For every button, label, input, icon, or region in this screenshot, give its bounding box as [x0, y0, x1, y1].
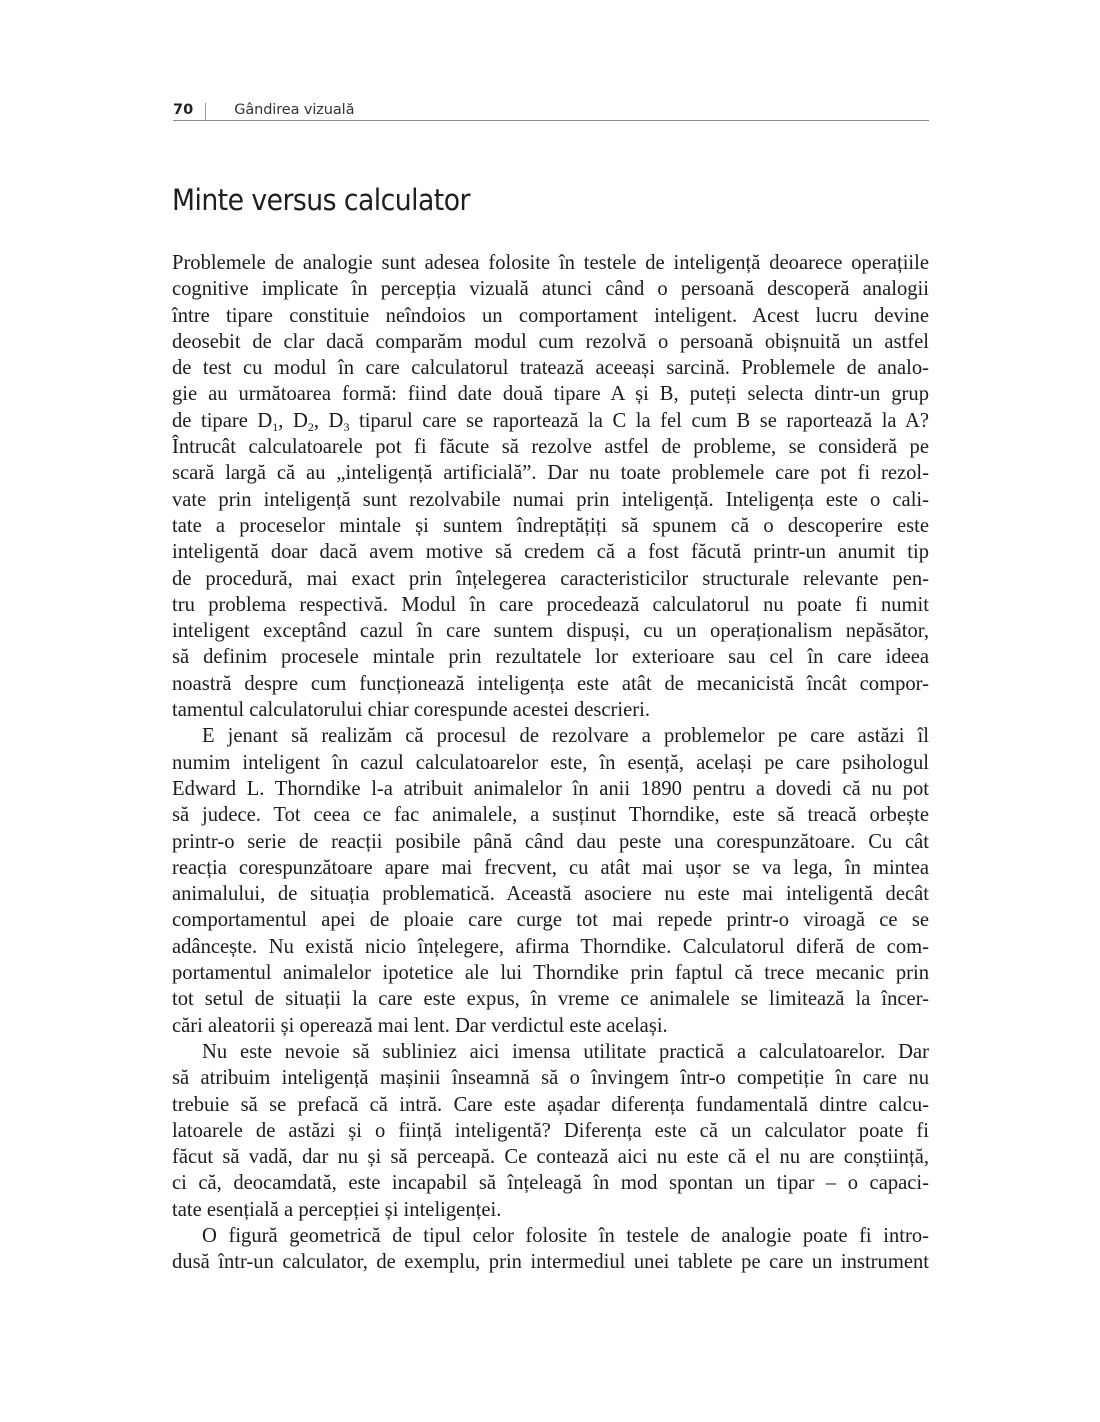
- text-line: de procedură, mai exact prin înțelegerea caracteristicilor structurale relevante pen-: [172, 567, 929, 590]
- text-line: să judece. Tot ceea ce fac animalele, a susținut Thorndike, este să treacă orbește: [172, 804, 929, 827]
- text-line: tate a proceselor mintale și suntem îndreptățiți să spunem că o descoperire este: [172, 514, 929, 537]
- text-line: tamentul calculatorului chiar corespunde acestei descrieri.: [172, 699, 651, 722]
- text-line: tru problema respectivă. Modul în care procedează calculatorul nu poate fi numit: [172, 593, 929, 616]
- text-line: inteligent exceptând cazul în care suntem dispuși, cu un operaționalism nepăsător,: [172, 620, 929, 643]
- header-separator: [205, 103, 206, 120]
- text-line: între tipare constituie neîndoios un comportament inteligent. Acest lucru devine: [172, 304, 929, 327]
- text-line: cări aleatorii și operează mai lent. Dar verdictul este același.: [172, 1014, 668, 1037]
- subscript: 1: [272, 419, 279, 434]
- section-title: Minte versus calculator: [172, 183, 470, 217]
- text-line: printr-o serie de reacții posibile până când dau peste una corespunzătoare. Cu cât: [172, 830, 929, 853]
- paragraph: [172, 250, 929, 723]
- running-header: [173, 99, 929, 121]
- text-line: tot setul de situații la care este expus, în vreme ce animalele se limitează la încer-: [172, 988, 929, 1011]
- page-number: 70: [173, 102, 194, 118]
- text-line: cognitive implicate în percepția vizuală atunci când o persoană descoperă analogii: [172, 278, 929, 301]
- text-line: latoarele de astăzi și o ființă inteligentă? Diferența este că un calculator poate fi: [172, 1119, 929, 1142]
- text-line: vate prin inteligență sunt rezolvabile numai prin inteligență. Inteligența este o cali-: [172, 488, 929, 511]
- text-line: să atribuim inteligență mașinii înseamnă să o învingem într-o competiție în care nu: [172, 1067, 929, 1090]
- text-line: făcut să vadă, dar nu și să perceapă. Ce contează aici nu este că el nu are conștiință,: [172, 1146, 929, 1169]
- text-line: Întrucât calculatoarele pot fi făcute să rezolve astfel de probleme, se consideră pe: [172, 436, 929, 459]
- text-line: Edward L. Thorndike l-a atribuit animalelor în anii 1890 pentru a dovedi că nu pot: [172, 777, 929, 800]
- text-line: O figură geometrică de tipul celor folosite în testele de analogie poate fi intro-: [202, 1224, 929, 1247]
- text-line: deosebit de clar dacă comparăm modul cum rezolvă o persoană obișnuită un astfel: [172, 330, 929, 353]
- text-line: inteligentă doar dacă avem motive să credem că a fost făcută printr-un anumit tip: [172, 541, 929, 564]
- text-line: adâncește. Nu există nicio înțelegere, afirma Thorndike. Calculatorul diferă de com-: [172, 935, 929, 958]
- paragraph: [172, 723, 929, 1039]
- body-text: [172, 250, 929, 1276]
- text-line: de tipare $D_1$, $D_2$, $D_3$ tiparul care se raportează la C la fel cum B se raportează la A?: [172, 409, 929, 434]
- text-line: reacția corespunzătoare apare mai frecvent, cu atât mai ușor se va lega, în mintea: [172, 856, 929, 879]
- text-line: noastră despre cum funcționează inteligența este atât de mecanicistă încât compor-: [172, 672, 929, 695]
- text-line: numim inteligent în cazul calculatoarelor este, în esență, același pe care psihologul: [172, 751, 929, 774]
- text-line: portamentul animalelor ipotetice ale lui Thorndike prin faptul că trece mecanic prin: [172, 962, 929, 985]
- text-line: să definim procesele mintale prin rezultatele lor exterioare sau cel în care ideea: [172, 646, 929, 669]
- text-line: E jenant să realizăm că procesul de rezolvare a problemelor pe care astăzi îl: [202, 725, 929, 748]
- text-line: de test cu modul în care calculatorul tratează aceeași sarcină. Problemele de analo-: [172, 357, 929, 380]
- running-title: Gândirea vizuală: [234, 102, 355, 118]
- text-line: comportamentul apei de ploaie care curge tot mai repede printr-o viroagă ce se: [172, 909, 929, 932]
- text-line: Nu este nevoie să subliniez aici imensa utilitate practică a calculatoarelor. Dar: [202, 1040, 929, 1063]
- subscript: 2: [307, 419, 314, 434]
- text-line: animalului, de situația problematică. Această asociere nu este mai inteligentă decât: [172, 883, 929, 906]
- text-line: scară largă că au „inteligență artificială”. Dar nu toate problemele care pot fi rezol-: [172, 462, 929, 485]
- text-line: gie au următoarea formă: fiind date două tipare A și B, puteți selecta dintr-un grup: [172, 383, 929, 406]
- text-line: ci că, deocamdată, este incapabil să înțeleagă în mod spontan un tipar – o capaci-: [172, 1172, 929, 1195]
- text-line: Problemele de analogie sunt adesea folosite în testele de inteligență deoarece operațiile: [172, 252, 929, 274]
- text-line: tate esențială a percepției și inteligenței.: [172, 1198, 502, 1221]
- text-line: trebuie să se prefacă că intră. Care este așadar diferența fundamentală dintre calcu-: [172, 1093, 929, 1116]
- paragraph: [172, 1223, 929, 1276]
- text-line: dusă într-un calculator, de exemplu, prin intermediul unei tablete pe care un instrument: [172, 1251, 929, 1274]
- paragraph: [172, 1039, 929, 1223]
- subscript: 3: [343, 419, 350, 434]
